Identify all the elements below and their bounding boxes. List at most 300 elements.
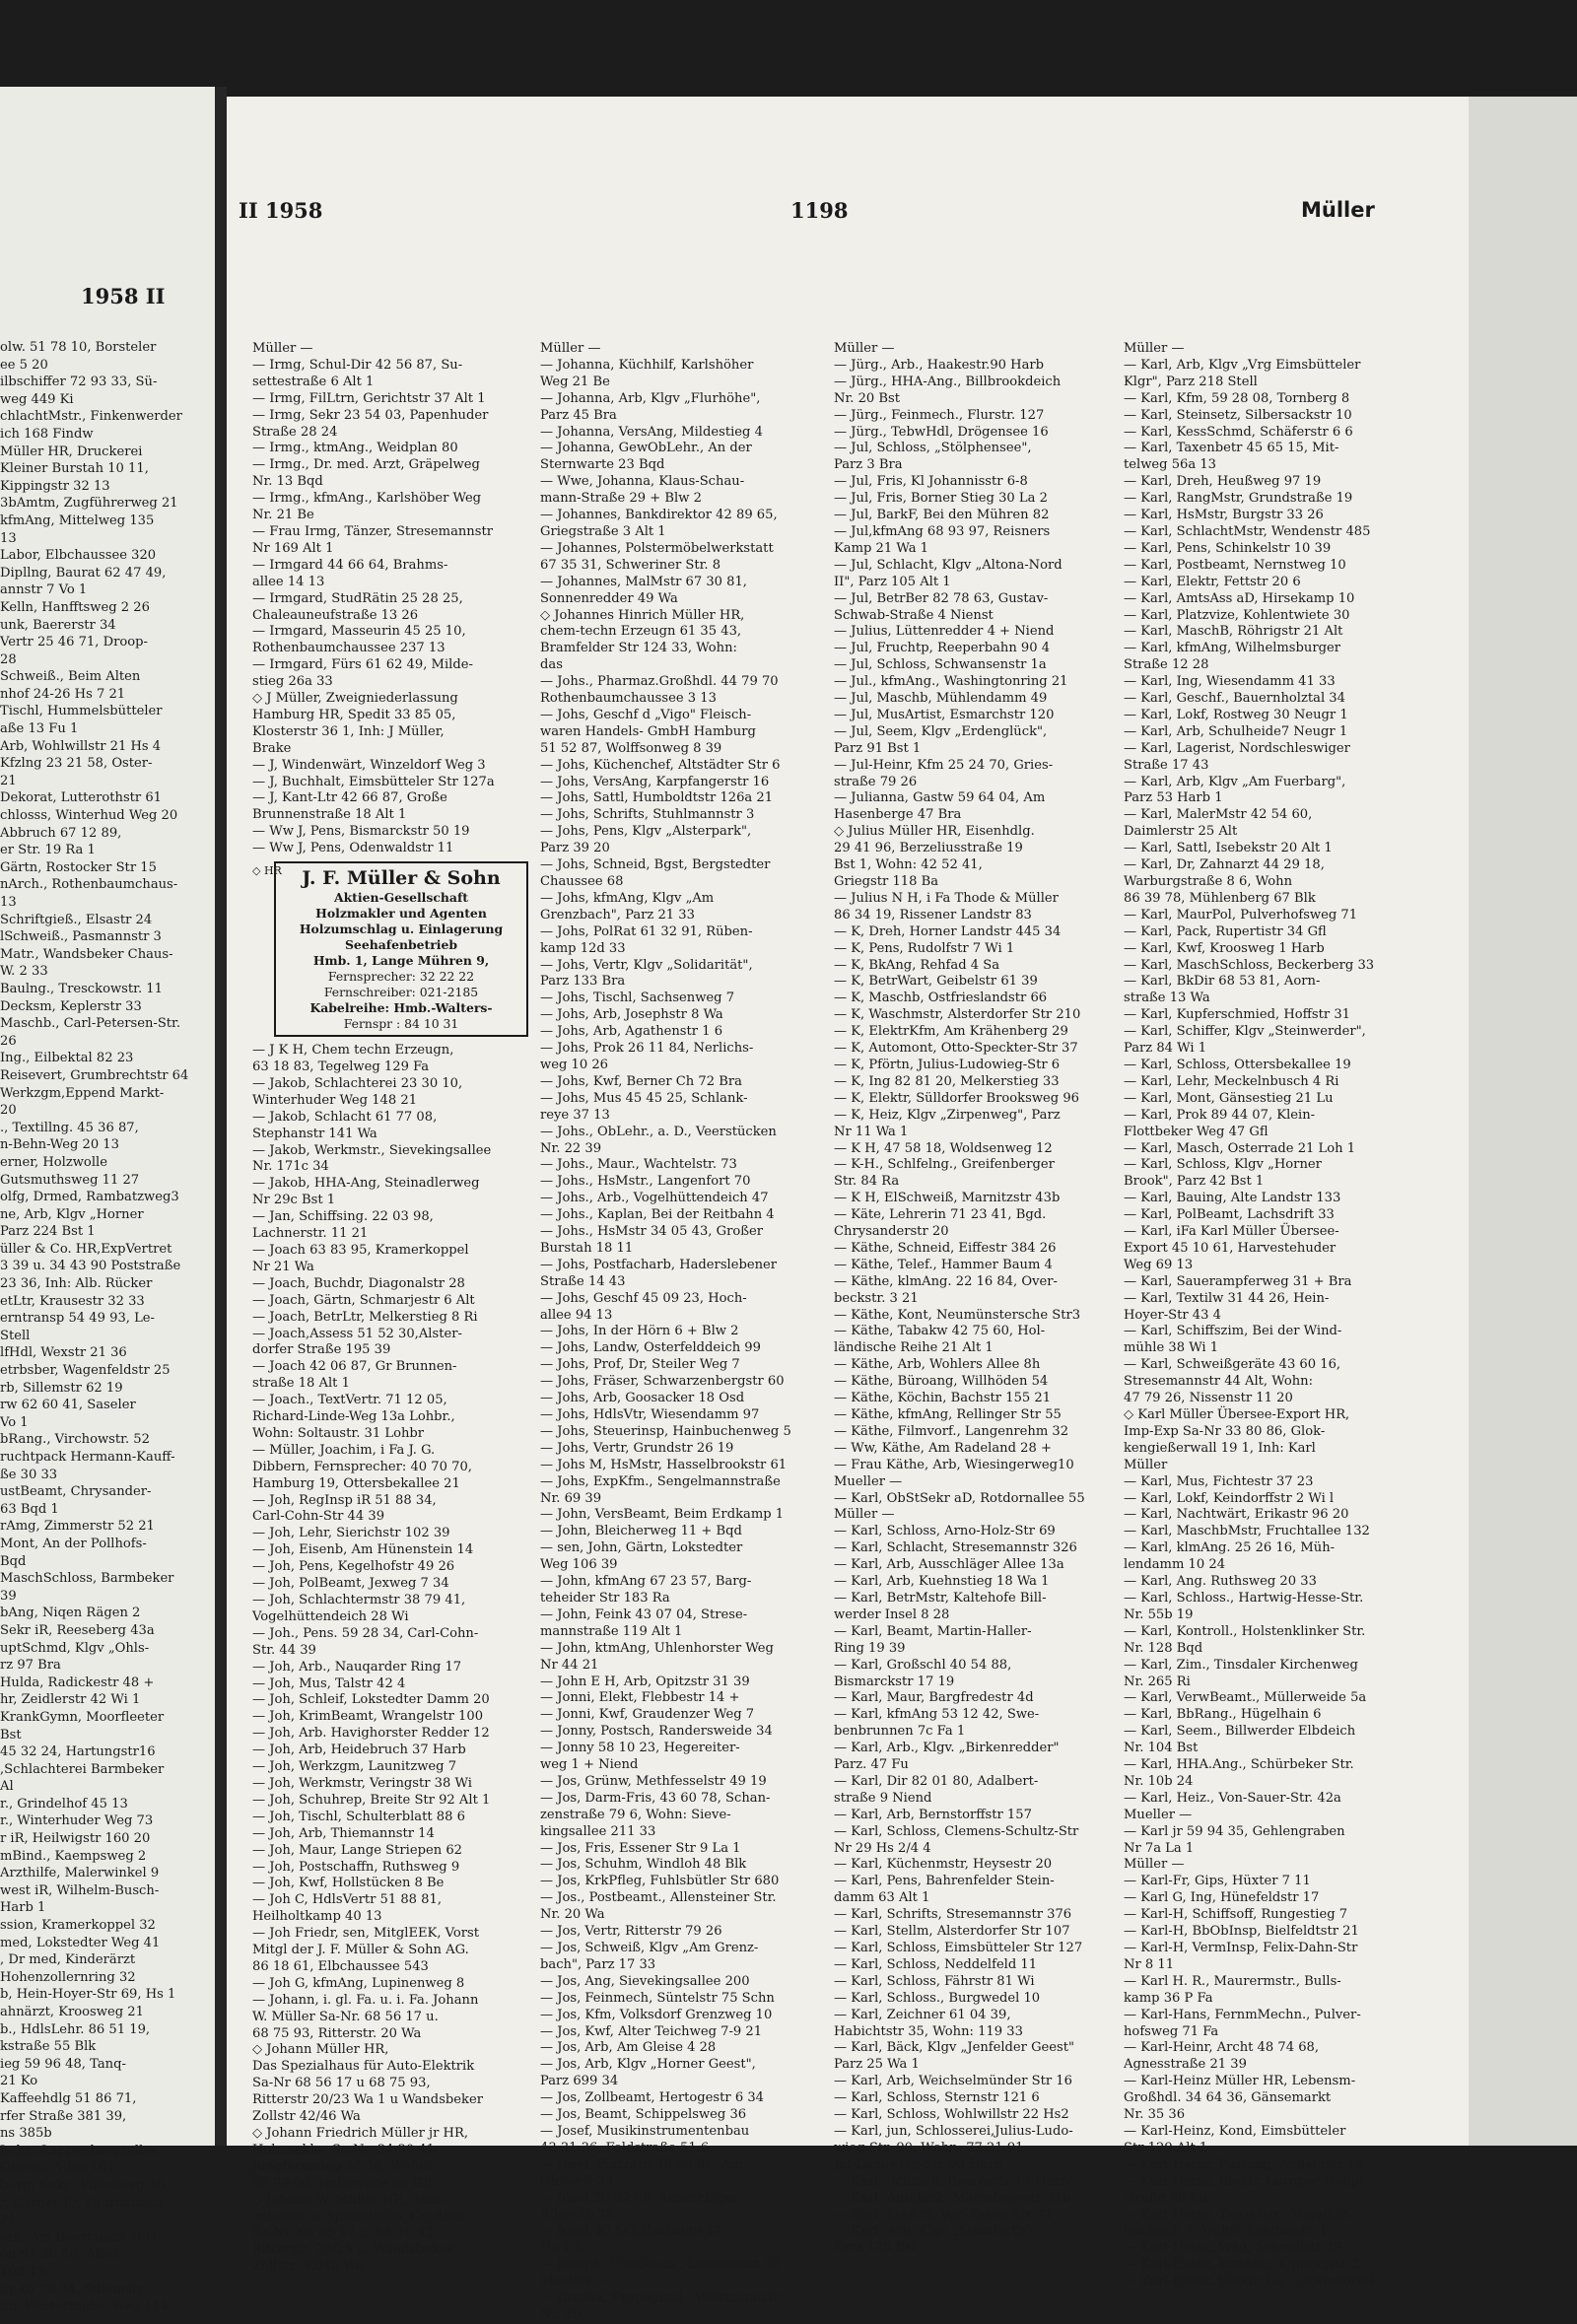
directory-entry: — Johs, Arb, Josephstr 8 Wa <box>540 1007 723 1023</box>
directory-entry: — Joh, Postschaffn, Ruthsweg 9 <box>252 1859 460 1875</box>
directory-entry: Kleiner Burstah 10 11, <box>0 461 149 477</box>
directory-entry: — Karl, kfmAng 53 12 42, Swe- <box>834 1707 1040 1723</box>
directory-entry: — Johs, Vertr, Grundstr 26 19 <box>540 1440 734 1456</box>
directory-entry: ne, Arb, Klgv „Horner <box>0 1206 144 1222</box>
directory-entry: — Käthe, Schneid, Eiffestr 384 26 <box>834 1240 1057 1256</box>
directory-entry: Griegstraße 3 Alt 1 <box>540 523 666 539</box>
directory-entry: — Johs., Maur., Wachtelstr. 73 <box>540 1157 737 1173</box>
directory-entry: straße 9 Niend <box>834 1790 932 1806</box>
directory-entry: ◇ Julius Müller HR, Eisenhdlg. <box>834 824 1035 840</box>
directory-entry: W. Müller Sa-Nr. 68 56 17 u. <box>252 2009 439 2024</box>
directory-entry: — Jürg., HHA-Ang., Billbrookdeich <box>834 374 1062 389</box>
directory-entry: Müller — <box>834 1507 895 1523</box>
directory-entry: kingsallee 211 33 <box>540 1823 656 1839</box>
directory-entry: — Ww J, Pens, Odenwaldstr 11 <box>252 841 454 856</box>
ad-marker: ◇ HR <box>252 864 282 878</box>
directory-entry: — Karl, BbRang., Hügelhain 6 <box>1124 1707 1322 1723</box>
directory-entry: — Karl, Schloss, Neddelfeld 11 <box>834 1956 1038 1972</box>
directory-entry: — Johs, Arb, Agathenstr 1 6 <box>540 1024 723 1040</box>
directory-entry: — John, VersBeamt, Beim Erdkamp 1 <box>540 1507 785 1523</box>
directory-entry: — Joh, Werkmstr, Veringstr 38 Wi <box>252 1775 472 1791</box>
directory-entry: 51 52 87, Wolffsonweg 8 39 <box>540 740 722 756</box>
directory-entry: — Karl, SchlachtMstr, Wendenstr 485 <box>1124 523 1371 539</box>
directory-entry: — Karl-Heinz, Wäg, Schnellstr 19 <box>1124 2240 1342 2256</box>
column-1-entries-top <box>252 341 536 857</box>
directory-entry: Nr. 20 1 <box>540 2306 593 2322</box>
directory-entry: er Str. 19 Ra 1 <box>0 843 96 858</box>
directory-entry: — Joh, Lehr, Sierichstr 102 39 <box>252 1526 450 1541</box>
directory-entry: Kfzlng 23 21 58, Oster- <box>0 756 153 772</box>
directory-entry: Nr. 69 39 <box>540 1490 602 1506</box>
directory-entry: — Joh, Schuhrep, Breite Str 92 Alt 1 <box>252 1792 491 1808</box>
directory-entry: — Joh, Kwf, Hollstücken 8 Be <box>252 1876 445 1891</box>
directory-entry: Griegstr 118 Ba <box>834 874 939 889</box>
directory-entry: 13 <box>0 895 17 910</box>
directory-entry: , Dr med, Kinderärzt <box>0 1952 136 1968</box>
directory-entry: — Jos., Postbeamt., Allensteiner Str. <box>540 1890 777 1906</box>
directory-entry: unk, Baererstr 34 <box>0 617 116 633</box>
directory-entry: rAmg, Zimmerstr 52 21 <box>0 1519 155 1535</box>
directory-entry: Decksm, Keplerstr 33 <box>0 998 142 1014</box>
directory-entry: — Karl, ObStSekr aD, Rotdornallee 55 <box>834 1490 1085 1506</box>
directory-entry: ◇ Johannes Hinrich Müller HR, <box>540 607 745 623</box>
directory-entry: — Joach, Gärtn, Schmarjestr 6 Alt <box>252 1292 475 1308</box>
directory-entry: — Johs., Arb., Vogelhüttendeich 47 <box>540 1191 769 1206</box>
directory-entry: — Käte, Lehrerin 71 23 41, Bgd. <box>834 1207 1047 1223</box>
directory-entry: burg, Sekr., Fiersbarg 46 <box>0 2177 166 2193</box>
directory-entry: — Wwe, Johanna, Klaus-Schau- <box>540 474 745 490</box>
directory-entry: Chrysanderstr 20 <box>834 1224 949 1240</box>
directory-entry: erner, Holzwolle <box>0 1154 107 1170</box>
directory-entry: Gutsmuthsweg 11 27 <box>0 1172 140 1188</box>
directory-entry: Vogelhüttendeich 28 Wi <box>252 1608 409 1624</box>
directory-entry: — Karl, Arb, Klgv „Am Fuerbarg", <box>1124 774 1346 789</box>
directory-entry: — Karl, AmtsAss aD, Hirsekamp 10 <box>1124 590 1355 606</box>
directory-entry: Richard-Linde-Weg 13a Lohbr., <box>252 1409 455 1425</box>
directory-entry: Rothenbaumchaussee 237 13 <box>252 641 446 656</box>
directory-entry: — Karl, klmAng. 25 26 16, Müh- <box>1124 1540 1336 1556</box>
directory-entry: 13 <box>0 530 17 546</box>
directory-entry: Stell <box>0 1328 31 1343</box>
directory-entry: rfer Straße 381 39, <box>0 2108 127 2124</box>
directory-entry: — Karl, Dreh, Heußweg 97 19 <box>1124 474 1322 490</box>
directory-entry: 86 18 61, Elbchaussee 543 <box>252 1958 429 1974</box>
directory-entry: — Josef, Platzarb 38 68 81, Am <box>540 2156 743 2172</box>
directory-entry: Mueller — <box>1124 1807 1193 1822</box>
directory-entry: Parz 45 Bra <box>540 407 617 423</box>
directory-entry: — John, kfmAng 67 23 57, Barg- <box>540 1574 752 1590</box>
directory-entry: 67 35 31, Schweriner Str. 8 <box>540 557 721 573</box>
directory-entry: — Jul., kfmAng., Washingtonring 21 <box>834 674 1068 690</box>
directory-entry: 63 Bqd 1 <box>0 1501 59 1517</box>
directory-entry: W. 2 33 <box>0 964 48 980</box>
directory-entry: straße 13 Wa <box>1124 991 1210 1006</box>
directory-entry: Sekr iR, Reeseberg 43a <box>0 1622 155 1638</box>
directory-entry: — Joh, Mus, Talstr 42 4 <box>252 1675 406 1691</box>
directory-entry: Lachnerstr. 11 21 <box>252 1226 369 1242</box>
directory-entry: Müller — <box>834 341 895 356</box>
directory-entry: Mueller — <box>540 2274 609 2290</box>
ad-line: Fernspr : 84 10 31 <box>343 1016 459 1032</box>
directory-entry: — Joh, Eisenb, Am Hünenstein 14 <box>252 1542 474 1558</box>
directory-entry: Sa-Nr. 68 56 17 u. 68 75 93, <box>252 2225 438 2241</box>
directory-entry: — Karl, Arb, Bernstorffstr 157 <box>834 1807 1032 1822</box>
directory-entry: Kelln, Hanfftsweg 2 26 <box>0 599 150 615</box>
directory-column-2 <box>540 341 830 2324</box>
directory-entry: — Karl, Schloss, Ottersbekallee 19 <box>1124 1057 1351 1072</box>
directory-entry: Kaffeehdlg 51 86 71, <box>0 2090 137 2106</box>
directory-entry: — Karl, Pack, Rupertistr 34 Gfl <box>1124 923 1327 939</box>
directory-entry: ustBeamt, Chrysander- <box>0 1484 152 1500</box>
directory-entry: Maschb., Carl-Petersen-Str. <box>0 1016 181 1032</box>
directory-entry: — Karl, Kontroll., Holstenklinker Str. <box>1124 1623 1366 1639</box>
directory-entry: — Jul, BetrBer 82 78 63, Gustav- <box>834 590 1049 606</box>
directory-entry: Str 129 Alt 1 <box>1124 2140 1208 2155</box>
directory-entry: Nr 44 21 <box>540 1657 599 1673</box>
directory-entry: Müller — <box>1124 1857 1185 1873</box>
directory-entry: Müller <box>1124 1457 1168 1472</box>
directory-entry: — Karl, Nachtwärt, Erikastr 96 20 <box>1124 1507 1349 1523</box>
directory-entry: — Johs, Steuerinsp, Hainbuchenweg 5 <box>540 1423 791 1439</box>
directory-entry: Habichtstr 35, Wohn: 119 33 <box>834 2023 1023 2039</box>
directory-entry: — John, Bleicherweg 11 + Bqd <box>540 1524 742 1539</box>
directory-entry: ich 168 Findw <box>0 426 94 442</box>
directory-entry: ns 385b <box>0 2126 52 2142</box>
directory-entry: Vo 1 <box>0 1414 29 1430</box>
directory-entry: — Joh G, kfmAng, Lupinenweg 8 <box>252 1975 465 1991</box>
directory-entry: Parz 699 34 <box>540 2074 619 2089</box>
book-gutter <box>215 87 227 2146</box>
directory-entry: — Karl, Arb., Klgv. „Birkenredder" <box>834 1741 1060 1756</box>
directory-entry: allee 94 13 <box>540 1307 613 1323</box>
directory-entry: west iR, Wilhelm-Busch- <box>0 1882 160 1898</box>
directory-entry: — Johs, Landw, Osterfelddeich 99 <box>540 1340 761 1356</box>
directory-column-4 <box>1124 341 1406 2290</box>
directory-entry: — Jakob, Werkmstr., Sievekingsallee <box>252 1142 492 1158</box>
directory-entry: — Karl, Seem., Billwerder Elbdeich <box>1124 1724 1356 1740</box>
directory-entry: 21 Ko <box>0 2074 38 2089</box>
directory-entry: Arzthilfe, Malerwinkel 9 <box>0 1866 160 1881</box>
directory-entry: — Karl, MaschB, Röhrigstr 21 Alt <box>1124 624 1343 640</box>
directory-entry: — Ww, Käthe, Am Radeland 28 + <box>834 1440 1052 1456</box>
directory-entry: — Irmg, Schul-Dir 42 56 87, Su- <box>252 357 463 373</box>
directory-entry: bach", Parz 17 33 <box>540 1956 656 1972</box>
directory-entry: — Jos, Schuhm, Windloh 48 Blk <box>540 1857 747 1873</box>
directory-entry: — Jul-Heinr, Kfm 25 24 70, Gries- <box>834 757 1054 773</box>
directory-entry: Zollstr 42/46 Wa <box>252 2109 361 2125</box>
directory-entry: — Johs, Postfacharb, Haderslebener <box>540 1257 778 1272</box>
directory-entry: — Jürg., Arb., Haakestr.90 Harb <box>834 357 1045 373</box>
directory-entry: — Karl, Dir 82 01 80, Adalbert- <box>834 1773 1039 1789</box>
directory-entry: — K, Waschmstr, Alsterdorfer Str 210 <box>834 1007 1081 1023</box>
directory-entry: kamp 36 P Fa <box>1124 1990 1213 2006</box>
directory-entry: werder Insel 8 28 <box>834 1606 950 1622</box>
directory-entry: — J, Windenwärt, Winzeldorf Weg 3 <box>252 757 486 773</box>
directory-entry: olw. 51 78 10, Borsteler <box>0 340 157 355</box>
directory-entry: Nr. 55b 19 <box>1124 1606 1194 1622</box>
ad-line: Aktien-Gesellschaft <box>333 890 468 906</box>
directory-entry: — Johanna, GewObLehr., An der <box>540 441 752 456</box>
directory-entry: — Johs, Arb, Goosacker 18 Osd <box>540 1391 745 1406</box>
directory-entry: aße 13 Fu 1 <box>0 721 79 737</box>
directory-entry: — Johs, Fräser, Schwarzenbergstr 60 <box>540 1374 785 1390</box>
directory-entry: 63 18 83, Tegelweg 129 Fa <box>252 1059 430 1074</box>
page-edge <box>1469 97 1577 2146</box>
ad-line: Kabelreihe: Hmb.-Walters- <box>309 1000 493 1016</box>
directory-entry: ruchtpack Hermann-Kauff- <box>0 1450 175 1465</box>
directory-entry: r iR, Heilwigstr 160 20 <box>0 1831 151 1847</box>
directory-entry: — Karl-Heinz, Elektr, Luruper Haupt- <box>1124 2173 1369 2189</box>
directory-entry: — Juanita, Propagand., Woltmannstr. <box>540 2290 783 2306</box>
page-header-right: Müller <box>1301 198 1375 222</box>
directory-entry: Dibbern, Fernsprecher: 40 70 70, <box>252 1459 472 1474</box>
directory-entry: — Irmgard 44 66 64, Brahms- <box>252 557 448 573</box>
left-page <box>0 87 215 2315</box>
directory-entry: — Jos, KrkPfleg, Fuhlsbütler Str 680 <box>540 1874 780 1889</box>
directory-entry: 23 36, Inh: Alb. Rücker <box>0 1276 153 1292</box>
directory-entry: — Karl, Sauerampferweg 31 + Bra <box>1124 1273 1352 1289</box>
directory-entry: — K, Heiz, Klgv „Zirpenweg", Parz <box>834 1107 1061 1123</box>
directory-entry: Müller — <box>252 341 313 356</box>
directory-entry: Daimlerstr 25 Alt <box>1124 824 1238 840</box>
directory-entry: — Jürg., TebwHdl, Drögensee 16 <box>834 424 1049 440</box>
directory-entry: — Karl, BkDir 68 53 81, Aorn- <box>1124 974 1321 990</box>
directory-entry: — Karl, Großschl 40 54 88, <box>834 1657 1012 1673</box>
directory-entry: nArch., Rothenbaumchaus- <box>0 877 178 893</box>
directory-entry: — Karl, Autolack, Marschnerstr 31b <box>834 2190 1071 2206</box>
directory-entry: — Karl, Zim., Tinsdaler Kirchenweg <box>1124 1657 1358 1673</box>
directory-entry: — Johs, Pens, Klgv „Alsterpark", <box>540 824 752 840</box>
directory-entry: — Karl, Schiffer, Klgv „Steinwerder", <box>1124 1024 1366 1040</box>
directory-entry: — Joh, Schleif, Lokstedter Damm 20 <box>252 1692 490 1708</box>
directory-entry: — Jos, Zollbeamt, Hertogestr 6 34 <box>540 2090 764 2106</box>
directory-entry: — Karl, Ing, Wiesendamm 41 33 <box>1124 674 1336 690</box>
directory-entry: straße 79 26 <box>834 774 918 789</box>
directory-entry: ur 40 78 34, Sillemstr <box>0 2282 144 2297</box>
directory-entry: Winterhuder Weg 148 21 <box>252 1092 418 1108</box>
directory-entry: — Irmgard, Masseurin 45 25 10, <box>252 624 466 640</box>
directory-entry: Großhdl. 34 64 36, Gänsemarkt <box>1124 2090 1332 2106</box>
directory-entry: — Joach 42 06 87, Gr Brunnen- <box>252 1359 457 1375</box>
directory-entry: waren Handels- GmbH Hamburg <box>540 723 756 739</box>
directory-entry: Nr. 265 Ri <box>1124 1674 1191 1689</box>
directory-entry: — Karl, Steinsetz, Silbersackstr 10 <box>1124 407 1352 423</box>
directory-entry: — Jul, Fris, Kl Johannisstr 6-8 <box>834 474 1028 490</box>
directory-entry: Str. 44 39 <box>252 1642 316 1658</box>
directory-entry: Mueller — <box>834 1473 903 1489</box>
directory-entry: — Jos, Darm-Fris, 43 60 78, Schan- <box>540 1790 771 1806</box>
directory-entry: Nr. 104 Bst <box>1124 1741 1199 1756</box>
directory-entry: weg 449 Ki <box>0 391 74 407</box>
directory-entry: — Karl, Arb, Weichselmünder Str 16 <box>834 2074 1072 2089</box>
ad-title: J. F. Müller & Sohn <box>302 867 501 890</box>
directory-entry: Straße 14 43 <box>540 1273 626 1289</box>
directory-entry: Holzmakler Sa-Nr. 34 30 41, <box>252 2142 440 2157</box>
directory-entry: ◇ Johann W. Müller HR, Auto- <box>252 2192 447 2208</box>
directory-entry: Kippingstr 32 13 <box>0 478 110 494</box>
directory-entry: ssion, Kramerkoppel 32 <box>0 1918 156 1934</box>
directory-entry: zubehör u. Spezialteile, Großhdl. <box>252 2209 469 2224</box>
directory-entry: Hoyer-Str 43 4 <box>1124 1307 1221 1323</box>
directory-entry: ße 30 33 <box>0 1467 58 1482</box>
directory-entry: — Johs., HsMstr 34 05 43, Großer <box>540 1224 763 1240</box>
directory-entry: — Jul, Schlacht, Klgv „Altona-Nord <box>834 557 1063 573</box>
directory-entry: — Jos, Schweiß, Klgv „Am Grenz- <box>540 1941 759 1955</box>
directory-entry: Mont, An der Pollhofs- <box>0 1536 147 1551</box>
directory-entry: Hamburg HR, Spedit 33 85 05, <box>252 707 456 722</box>
directory-entry: Bst 1, Wohn: 42 52 41, <box>834 857 983 873</box>
directory-entry: — Johs., ObLehr., a. D., Veerstücken <box>540 1124 777 1139</box>
directory-entry: hofsweg 71 Fa <box>1124 2023 1219 2039</box>
directory-entry: — Karl, Arb, Klgv „Steinfurth", <box>834 2223 1036 2239</box>
directory-entry: — Johs, ExpKfm., Sengelmannstraße <box>540 1473 781 1489</box>
directory-entry: lSchweiß., Pasmannstr 3 <box>0 929 162 945</box>
directory-entry: Ing., Eilbektal 82 23 <box>0 1051 134 1066</box>
directory-entry: — Müller, Joachim, i Fa J. G. <box>252 1442 436 1458</box>
directory-entry: — Karl, Arb, Kuehnstieg 18 Wa 1 <box>834 1574 1050 1590</box>
directory-entry: Dipllng, Baurat 62 47 49, <box>0 565 167 581</box>
directory-entry: bRang., Virchowstr. 52 <box>0 1432 150 1448</box>
directory-entry: — Johs, PolRat 61 32 91, Rüben- <box>540 923 753 939</box>
directory-entry: — Jul, BarkF, Bei den Mühren 82 <box>834 508 1050 523</box>
directory-entry: rz 97 Bra <box>0 1658 61 1674</box>
directory-entry: — Joh, PolBeamt, Jexweg 7 34 <box>252 1576 449 1592</box>
directory-entry: II", Parz 105 Alt 1 <box>834 574 951 589</box>
directory-entry: — K, BkAng, Rehfad 4 Sa <box>834 957 1000 973</box>
directory-entry: — Johs, Schrifts, Stuhlmannstr 3 <box>540 807 755 823</box>
directory-entry: Nr 29c Bst 1 <box>252 1193 336 1208</box>
directory-entry: — Karl-H, BbObInsp, Bielfeldtstr 21 <box>1124 1924 1359 1940</box>
directory-entry: Labor, Elbchaussee 320 <box>0 548 157 564</box>
directory-entry: Parz 125 Bst <box>834 2240 918 2256</box>
directory-entry: chlachtMstr., Finkenwerder <box>0 409 182 425</box>
directory-entry: — Karl, Schrifts, Stresemannstr 376 <box>834 1907 1072 1923</box>
directory-entry: Parz 84 Wi 1 <box>1124 1041 1207 1057</box>
directory-entry: — Johannes, Bankdirektor 42 89 65, <box>540 508 778 523</box>
directory-entry: — Jul, MusArtist, Esmarchstr 120 <box>834 707 1055 722</box>
directory-entry: Nr 169 Alt 1 <box>252 540 334 556</box>
directory-entry: Parz 224 Bst 1 <box>0 1224 96 1240</box>
directory-entry: Weg 69 13 <box>1124 1257 1194 1272</box>
directory-entry: — Johs, Geschf d „Vigo" Fleisch- <box>540 707 752 722</box>
directory-entry: Arb, Wohlwillstr 21 Hs 4 <box>0 738 162 754</box>
directory-entry: — Karl-Heinz, Postang, Angelnstr 14 <box>1124 2156 1364 2172</box>
directory-entry: Nr 11 Wa 1 <box>834 1124 909 1139</box>
directory-entry: — Jan, Schiffsing. 22 03 98, <box>252 1209 434 1225</box>
directory-entry: MaschSchloss, Barmbeker <box>0 1571 174 1587</box>
directory-entry: hr, Zeidlerstr 42 Wi 1 <box>0 1692 141 1708</box>
directory-entry: — Jos, Kwf, Alter Teichweg 7-9 21 <box>540 2023 763 2039</box>
directory-entry: Grenzbach", Parz 21 33 <box>540 907 695 923</box>
page-header-left: II 1958 <box>239 198 323 223</box>
directory-entry: etrbsber, Wagenfeldstr 25 <box>0 1363 171 1379</box>
directory-entry: Hohenzollernring 32 <box>0 1969 136 1985</box>
directory-entry: — Jakob, Schlacht 61 77 08, <box>252 1109 438 1125</box>
directory-entry: tendeich 7, Wohn: Sanitasstr. 1 <box>1124 2223 1328 2239</box>
directory-entry: — K, Pförtn, Julius-Ludowieg-Str 6 <box>834 1057 1061 1072</box>
directory-entry: Brunnenstraße 18 Alt 1 <box>252 807 407 823</box>
directory-entry: — Karl, Lokf, Keindorffstr 2 Wi l <box>1124 1490 1335 1506</box>
directory-entry: — Johs, Mus 45 45 25, Schlank- <box>540 1090 748 1106</box>
directory-entry: — Joh, Arb, Heidebruch 37 Harb <box>252 1743 466 1758</box>
directory-entry: kfmAng, Mittelweg 135 <box>0 513 155 528</box>
directory-entry: — Karl-Heinz Müller HR, Lebensm- <box>1124 2074 1356 2089</box>
directory-entry: — Joh Friedr, sen, MitglEEK, Vorst <box>252 1926 480 1942</box>
directory-entry: Schweiß., Beim Alten <box>0 669 141 685</box>
directory-entry: settestraße 6 Alt 1 <box>252 374 375 389</box>
directory-entry: Nr. 171c 34 <box>252 1159 329 1175</box>
directory-entry: Parz 39 20 <box>540 841 610 856</box>
directory-entry: — Karl, Sattl, Isebekstr 20 Alt 1 <box>1124 841 1333 856</box>
directory-entry: 29 41 96, Berzeliusstraße 19 <box>834 841 1023 856</box>
directory-entry: 82 99 60, Holztwiete 6a Gfl <box>252 2175 433 2191</box>
directory-entry: — Karl, PolBeamt, Lachsdrift 33 <box>1124 1207 1335 1223</box>
directory-entry: Brake <box>252 740 292 756</box>
directory-entry: mannstraße 119 Alt 1 <box>540 1623 683 1639</box>
directory-entry: 103 43 <box>0 2264 45 2280</box>
directory-entry: weg 10 26 <box>540 1057 608 1072</box>
directory-entry: üller & Co. HR,ExpVertret <box>0 1241 172 1257</box>
directory-entry: Bramfelder Str 124 33, Wohn: <box>540 641 737 656</box>
directory-entry: — Karl, Maur, Bargfredestr 4d <box>834 1690 1034 1706</box>
directory-entry: ◇ Karl Müller Übersee-Export HR, <box>1124 1407 1350 1422</box>
directory-entry: beckstr. 3 21 <box>834 1290 919 1306</box>
directory-entry: — Karl, HHA.Ang., Schürbeker Str. <box>1124 1757 1354 1773</box>
directory-entry: — Josef 38 02 60, Ausschläger <box>540 2190 739 2206</box>
directory-entry: Straße 12 28 <box>1124 657 1209 673</box>
directory-entry: nhof 24-26 Hs 7 21 <box>0 686 126 702</box>
directory-entry: — Karl-Heinz, Elektr, Lu, Luckmoor69 <box>1124 2274 1374 2290</box>
directory-entry: — Karl, iFa Karl Müller Übersee- <box>1124 1224 1339 1240</box>
directory-entry: — Johs, Prok 26 11 84, Nerlichs- <box>540 1041 754 1057</box>
right-page <box>227 97 1469 2322</box>
directory-entry: — Karl G, Ing, Hünefeldstr 17 <box>1124 1890 1320 1906</box>
directory-entry: rb, Sillemstr 62 19 <box>0 1380 123 1396</box>
directory-entry: ilbschiffer 72 93 33, Sü- <box>0 375 158 390</box>
directory-entry: Mitgl der J. F. Müller & Sohn AG. <box>252 1943 469 1958</box>
directory-entry: — Karl, Bauing, Alte Landstr 133 <box>1124 1191 1341 1206</box>
directory-entry: Parz 133 Bra <box>540 974 626 990</box>
directory-entry: 3bAmtm, Zugführerweg 21 <box>0 496 178 512</box>
directory-entry: — Karl-Heinz, Kond, Eimsbütteler <box>1124 2123 1346 2139</box>
directory-entry: — Karl, Kwf, Kroosweg 1 Harb <box>1124 940 1325 956</box>
directory-entry: Nr. 20 Wa <box>540 1907 605 1923</box>
directory-entry: Nr 21 Wa <box>252 1259 314 1274</box>
directory-entry: lendamm 10 24 <box>1124 1557 1226 1573</box>
directory-entry: — Johs, Tischl, Sachsenweg 7 <box>540 991 735 1006</box>
directory-entry: straße 89 Lu <box>1124 2190 1207 2206</box>
directory-entry: — Jos, Beamt, Schippelsweg 36 <box>540 2107 747 2123</box>
directory-entry: — Jonny 58 10 23, Hegereiter- <box>540 1741 740 1756</box>
directory-entry: — Joh., Pens. 59 28 34, Carl-Cohn- <box>252 1625 479 1641</box>
directory-entry: — Karl, Stellm, Alsterdorfer Str 107 <box>834 1924 1070 1940</box>
directory-entry: Weg 21 Be <box>540 374 610 389</box>
directory-entry: — Karl-Heinz, TapzMstr., Vogelhüt- <box>1124 2207 1354 2222</box>
directory-entry: — Käthe, klmAng. 22 16 84, Over- <box>834 1273 1058 1289</box>
directory-entry: rw 62 60 41, Saseler <box>0 1398 136 1413</box>
directory-entry: — Karl, Schlacht, Stresemannstr 326 <box>834 1540 1077 1556</box>
directory-entry: — Johann, i. gl. Fa. u. i. Fa. Johann <box>252 1992 479 2008</box>
jf-mueller-ad <box>274 861 528 1037</box>
directory-entry: wieg-Str. 90, Wohn: 77 21 91, <box>834 2140 1028 2155</box>
directory-entry: erntransp 54 49 93, Le- <box>0 1311 155 1327</box>
directory-entry: — John E H, Arb, Opitzstr 31 39 <box>540 1674 750 1689</box>
directory-entry: — Joh, Pens, Kegelhofstr 49 26 <box>252 1559 455 1575</box>
directory-entry: Bst <box>0 1727 22 1743</box>
directory-entry: Hamburg 19, Ottersbekallee 21 <box>252 1475 460 1491</box>
directory-entry: — Karl-H, Schiffsoff, Rungestieg 7 <box>1124 1907 1348 1923</box>
directory-entry: Nr 29 Hs 2/4 4 <box>834 1840 931 1856</box>
